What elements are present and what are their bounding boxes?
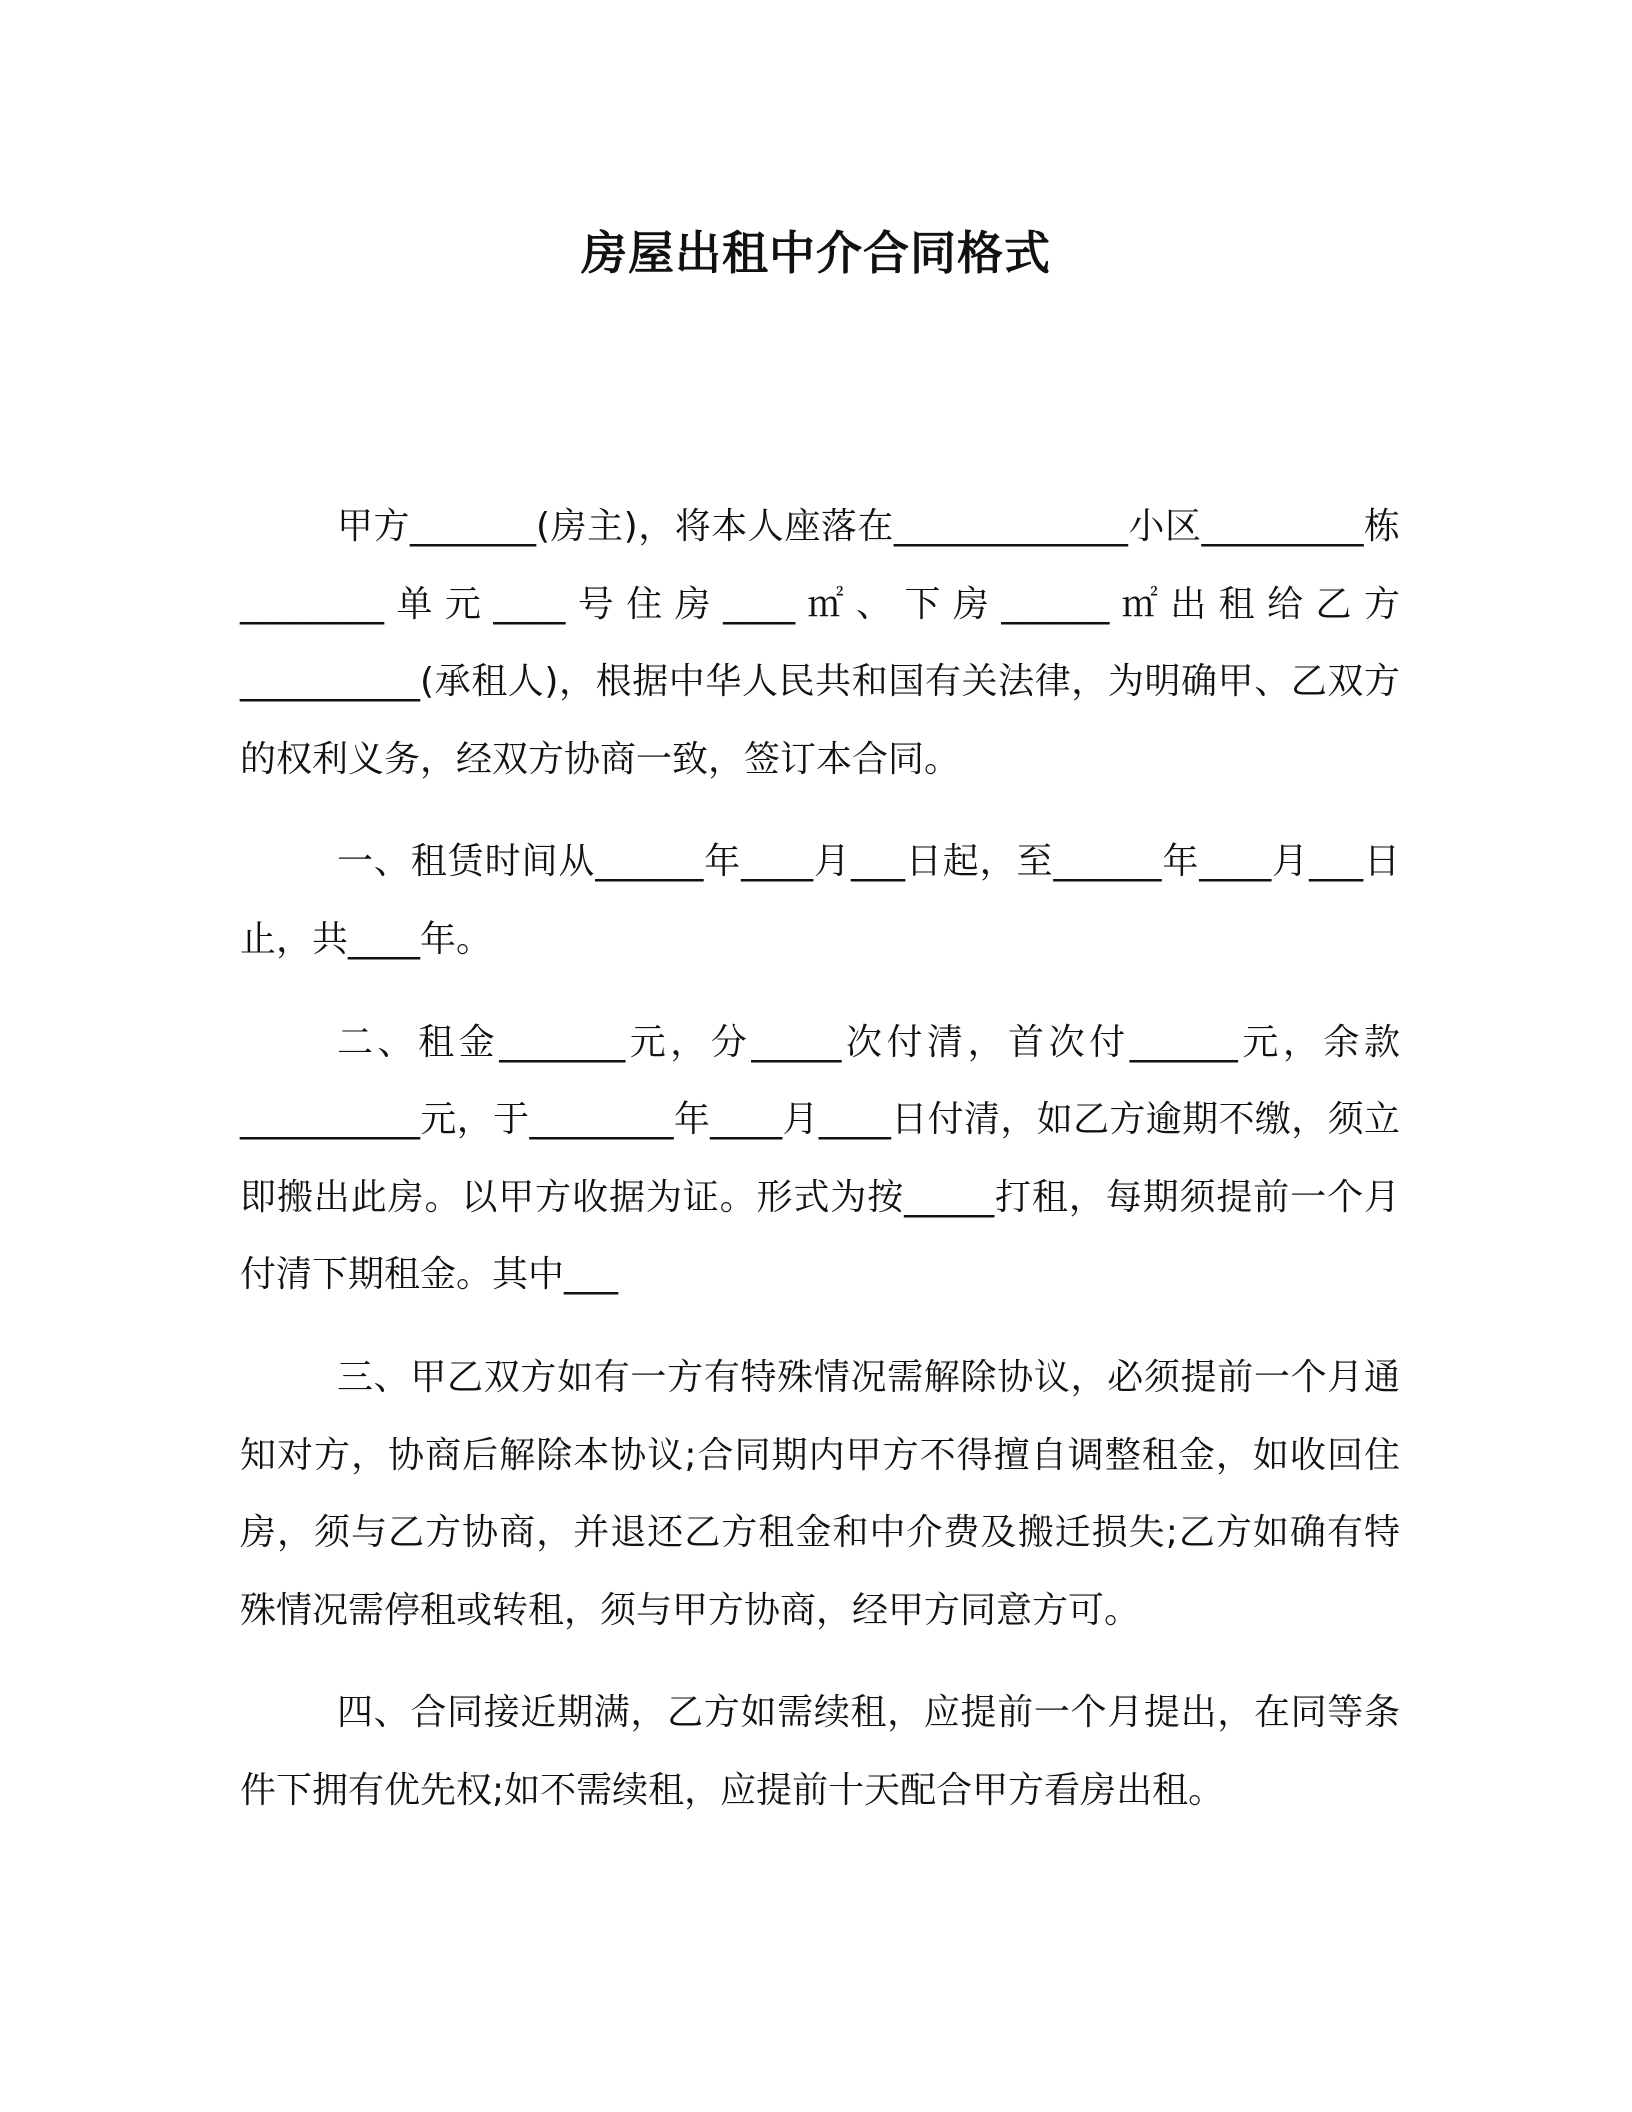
document-title: 房屋出租中介合同格式 <box>581 226 1051 280</box>
paragraph-clause-2-rent: 二、租金_______元，分_____次付清，首次付______元，余款__________元，于________年____月____日付清，如乙方逾期不缴，须立即搬出此房。以甲方收据为证。形式为按_____打租，每期须提前一个月付清下期租金。其中___ <box>240 1021 1400 1296</box>
paragraph-clause-3-termination: 三、甲乙双方如有一方有特殊情况需解除协议，必须提前一个月通知对方，协商后解除本协议;合同期内甲方不得擅自调整租金，如收回住房，须与乙方协商，并退还乙方租金和中介费及搬迁损失;乙方如确有特殊情况需停租或转租，须与甲方协商，经甲方同意方可。 <box>240 1356 1400 1631</box>
paragraph-clause-1-lease-term: 一、租赁时间从______年____月___日起，至______年____月___日止，共____年。 <box>240 841 1400 960</box>
paragraph-clause-4-renewal: 四、合同接近期满，乙方如需续租，应提前一个月提出，在同等条件下拥有优先权;如不需续租，应提前十天配合甲方看房出租。 <box>240 1692 1400 1811</box>
document-body <box>240 488 1400 1830</box>
paragraph-intro: 甲方_______(房主)，将本人座落在_____________小区_________栋________单元____号住房____㎡、下房______㎡出租给乙方__________(承租人)，根据中华人民共和国有关法律，为明确甲、乙双方的权利义务，经双方协商一致，签订本合同。 <box>240 506 1400 780</box>
